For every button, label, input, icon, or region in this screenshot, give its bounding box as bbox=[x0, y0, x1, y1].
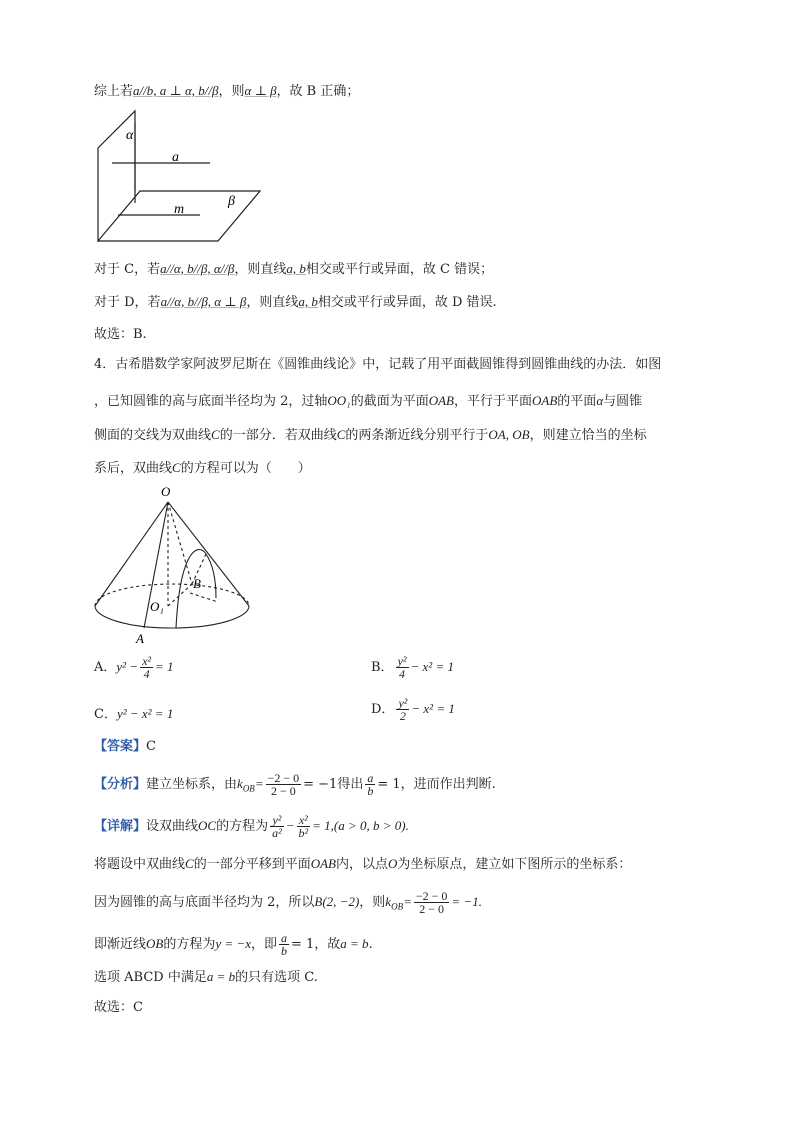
math: = bbox=[403, 894, 412, 909]
denominator: b² bbox=[298, 826, 309, 840]
label-O1: O₁ bbox=[150, 599, 164, 614]
math: α ⊥ β bbox=[244, 83, 277, 98]
answer-tag: 【答案】 bbox=[94, 739, 147, 754]
text: 的两条渐近线分别平行于 bbox=[345, 428, 489, 443]
text: ，则建立恰当的坐标 bbox=[529, 428, 647, 443]
detail-line-3 bbox=[94, 890, 482, 917]
numerator: −2 − 0 bbox=[415, 889, 448, 903]
line-choose-b: 故选：B. bbox=[94, 327, 147, 342]
text: . bbox=[368, 937, 373, 952]
fraction bbox=[140, 655, 153, 680]
figure-cone bbox=[88, 480, 263, 650]
math: y² − bbox=[116, 659, 139, 674]
math-subscript: OB bbox=[242, 783, 255, 794]
base-front-arc bbox=[95, 606, 249, 628]
detail-line-2 bbox=[94, 854, 631, 875]
fraction bbox=[297, 814, 311, 839]
text: 的一部分．若双曲线 bbox=[219, 428, 337, 443]
math: = −1. bbox=[451, 894, 482, 909]
detail-line-5 bbox=[94, 967, 318, 988]
math: a//α, b//β, α ⊥ β bbox=[160, 294, 247, 309]
option-label: C． bbox=[94, 707, 117, 722]
detail-line-4 bbox=[94, 932, 373, 957]
text: 的方程为 bbox=[216, 819, 269, 834]
math: OAB bbox=[532, 393, 558, 408]
text: 的一部分平移到平面 bbox=[193, 857, 311, 872]
detail-tag: 【详解】 bbox=[94, 819, 147, 834]
math: a//b, a ⊥ α, b//β bbox=[133, 83, 219, 98]
option-a[interactable] bbox=[94, 655, 174, 680]
denominator: 2 − 0 bbox=[419, 902, 445, 916]
math: OAB bbox=[428, 393, 454, 408]
figure-planes bbox=[90, 103, 270, 248]
base-back-arc bbox=[95, 584, 249, 606]
answer-line bbox=[94, 737, 156, 757]
q4-line-3 bbox=[94, 425, 647, 446]
text: 即渐近线 bbox=[94, 937, 147, 952]
text: 选项 ABCD 中满足 bbox=[94, 970, 207, 985]
line-option-d bbox=[94, 292, 497, 313]
q4-line-4 bbox=[94, 458, 311, 479]
text: ，故 B 正确； bbox=[276, 84, 360, 99]
text: = 1，进而作出判断. bbox=[377, 777, 496, 792]
text: 建立坐标系，由 bbox=[146, 777, 238, 792]
math: OC bbox=[198, 818, 217, 833]
text: ，则直线 bbox=[234, 262, 287, 277]
text: ，则 bbox=[359, 895, 386, 910]
math-subscript: OB bbox=[391, 901, 404, 912]
fraction bbox=[365, 772, 375, 797]
line-OB bbox=[168, 502, 192, 584]
math: = bbox=[254, 776, 264, 791]
math: O bbox=[388, 856, 398, 871]
math: − bbox=[285, 818, 295, 833]
numerator: y² bbox=[397, 654, 407, 668]
numerator: a bbox=[280, 931, 287, 945]
text: 与圆锥 bbox=[603, 394, 643, 409]
option-c[interactable] bbox=[94, 703, 173, 722]
text: 相交或平行或异面，故 D 错误. bbox=[317, 295, 497, 310]
option-b[interactable] bbox=[371, 655, 454, 680]
math: C bbox=[185, 856, 194, 871]
math: a, b bbox=[298, 294, 318, 309]
line-conclusion-b bbox=[94, 81, 359, 102]
numerator: −2 − 0 bbox=[267, 771, 300, 785]
q4-line-1: 4．古希腊数学家阿波罗尼斯在《圆锥曲线论》中，记载了用平面截圆锥得到圆锥曲线的办法．如图 bbox=[94, 357, 662, 372]
denominator: 2 − 0 bbox=[270, 784, 296, 798]
cone-generatrix-left bbox=[95, 502, 168, 606]
option-label: A． bbox=[94, 660, 117, 675]
math: a, b bbox=[286, 261, 306, 276]
denominator: 4 bbox=[143, 667, 150, 681]
analysis-tag: 【分析】 bbox=[94, 777, 147, 792]
text: ，则直线 bbox=[246, 295, 299, 310]
math: − x² = 1 bbox=[410, 659, 454, 674]
text: 对于 D，若 bbox=[94, 295, 161, 310]
hyperbola-base bbox=[190, 593, 218, 602]
text: 侧面的交线为双曲线 bbox=[94, 428, 212, 443]
label-B: B bbox=[193, 576, 201, 591]
text: 系后，双曲线 bbox=[94, 461, 173, 476]
numerator: a bbox=[367, 771, 374, 785]
text: 内，以点 bbox=[335, 857, 388, 872]
math: a//α, b//β, α//β bbox=[160, 261, 235, 276]
option-label: B． bbox=[371, 660, 394, 675]
detail-line-6: 故选：C bbox=[94, 1000, 143, 1015]
label-A: A bbox=[136, 631, 144, 646]
math: a = b bbox=[340, 936, 369, 951]
math: C bbox=[336, 427, 346, 442]
denominator: 2 bbox=[399, 709, 406, 723]
q4-line-2 bbox=[94, 391, 642, 412]
line-option-c bbox=[94, 259, 493, 280]
detail-line bbox=[94, 814, 409, 839]
math: OB bbox=[146, 936, 164, 951]
math: y = −x bbox=[215, 936, 251, 951]
fraction bbox=[266, 772, 302, 797]
math: C bbox=[211, 427, 220, 442]
math: α bbox=[596, 393, 604, 408]
math: k bbox=[385, 894, 392, 909]
text: 的截面为平面 bbox=[350, 394, 429, 409]
math: C bbox=[172, 460, 181, 475]
text: 相交或平行或异面，故 C 错误； bbox=[305, 262, 494, 277]
fraction bbox=[396, 655, 409, 680]
math: B(2, −2) bbox=[314, 894, 360, 909]
text: 的平面 bbox=[557, 394, 597, 409]
denominator: b bbox=[367, 784, 374, 798]
numerator: x² bbox=[142, 654, 152, 668]
math: OO₁ bbox=[327, 393, 351, 408]
math: = 1,(a > 0, b > 0). bbox=[312, 818, 409, 833]
denominator: a² bbox=[272, 826, 282, 840]
math: − x² = 1 bbox=[411, 701, 455, 716]
text: 为坐标原点，建立如下图所示的坐标系： bbox=[397, 857, 632, 872]
label-alpha: α bbox=[126, 128, 134, 143]
answer-text: C bbox=[146, 739, 156, 754]
option-label: D． bbox=[371, 702, 395, 717]
text: 的只有选项 C. bbox=[235, 970, 318, 985]
fraction bbox=[279, 932, 289, 957]
math: a = b bbox=[206, 969, 236, 984]
numerator: y² bbox=[270, 814, 284, 827]
text: ，平行于平面 bbox=[454, 394, 533, 409]
label-m: m bbox=[174, 202, 185, 217]
analysis-line bbox=[94, 772, 496, 799]
fraction bbox=[396, 697, 409, 722]
fraction bbox=[414, 890, 450, 915]
text: = −1得出 bbox=[303, 777, 364, 792]
math: k bbox=[237, 776, 243, 791]
denominator: 4 bbox=[399, 667, 406, 681]
text: 综上若 bbox=[94, 84, 134, 99]
label-a: a bbox=[172, 150, 179, 165]
text: ，已知圆锥的高与底面半径均为 2，过轴 bbox=[94, 394, 328, 409]
text: ，则 bbox=[218, 84, 245, 99]
text: 因为圆锥的高与底面半径均为 2，所以 bbox=[94, 895, 315, 910]
denominator: b bbox=[280, 944, 287, 958]
text: 对于 C，若 bbox=[94, 262, 161, 277]
label-beta: β bbox=[228, 194, 235, 209]
text: 的方程为 bbox=[163, 937, 216, 952]
fraction bbox=[270, 814, 284, 839]
numerator: y² bbox=[398, 696, 408, 710]
math: OAB bbox=[310, 856, 336, 871]
text: = 1，故 bbox=[290, 937, 341, 952]
text: ，即 bbox=[250, 937, 277, 952]
numerator: x² bbox=[297, 814, 311, 827]
text: 将题设中双曲线 bbox=[94, 857, 186, 872]
math: y² − x² = 1 bbox=[116, 706, 174, 721]
option-d[interactable] bbox=[371, 697, 455, 722]
text: 设双曲线 bbox=[146, 819, 199, 834]
math: = 1 bbox=[155, 659, 174, 674]
math: OA, OB bbox=[488, 427, 530, 442]
label-O: O bbox=[161, 484, 171, 499]
text: 的方程可以为（ ） bbox=[180, 461, 311, 476]
